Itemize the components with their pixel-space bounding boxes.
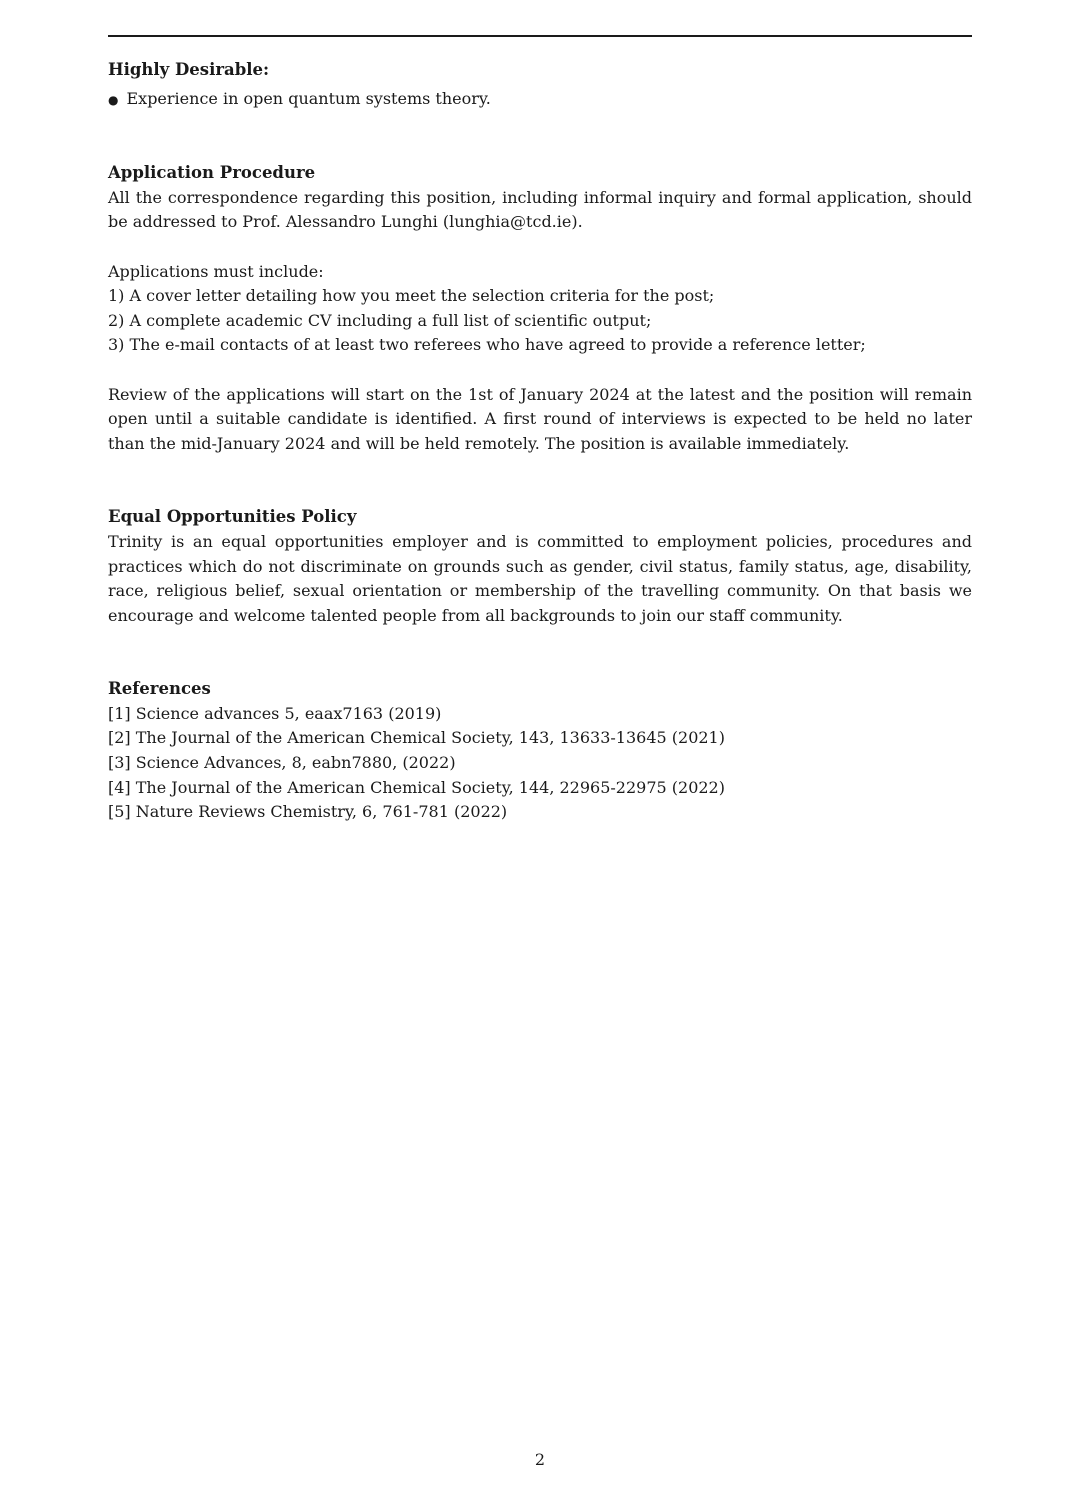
page-content	[108, 58, 972, 825]
reference-item: [3] Science Advances, 8, eabn7880, (2022)	[108, 753, 456, 773]
application-intro: All the correspondence regarding this position, including informal inquiry and formal application, should be addressed to Prof. Alessandro Lunghi (lunghia@tcd.ie).	[108, 187, 972, 232]
review-paragraph: Review of the applications will start on the 1st of January 2024 at the latest and the position will remain open until a suitable candidate is identified. A first round of interviews is expected to be held no later than the mid-January 2024 and will be held remotely. The position is available immediately.	[108, 384, 972, 453]
bullet-item	[108, 87, 972, 113]
document-page	[108, 0, 972, 1504]
must-include-label: Applications must include:	[108, 261, 324, 281]
requirement-item: 1) A cover letter detailing how you meet the selection criteria for the post;	[108, 286, 715, 306]
highly-desirable-heading: Highly Desirable:	[108, 60, 270, 79]
top-rule	[108, 35, 972, 37]
reference-item: [2] The Journal of the American Chemical Society, 143, 13633-13645 (2021)	[108, 728, 725, 748]
requirement-item: 3) The e-mail contacts of at least two referees who have agreed to provide a reference letter;	[108, 335, 866, 355]
page-number: 2	[534, 1450, 546, 1469]
equal-opportunities-text: Trinity is an equal opportunities employer and is committed to employment policies, procedures and practices which do not discriminate on grounds such as gender, civil status, family status, age, disability, race, religious belief, sexual orientation or membership of the travelling community. On that basis we encourage and welcome talented people from all backgrounds to join our staff community.	[108, 531, 972, 625]
reference-item: [1] Science advances 5, eaax7163 (2019)	[108, 703, 442, 723]
references-heading: References	[108, 679, 211, 699]
application-procedure-heading: Application Procedure	[108, 163, 316, 183]
reference-item: [4] The Journal of the American Chemical Society, 144, 22965-22975 (2022)	[108, 777, 725, 797]
bullet-text: Experience in open quantum systems theory.	[126, 88, 491, 108]
reference-item: [5] Nature Reviews Chemistry, 6, 761-781 (2022)	[108, 802, 508, 822]
requirement-item: 2) A complete academic CV including a full list of scientific output;	[108, 310, 652, 330]
bullet-icon: ●	[108, 92, 119, 107]
equal-opportunities-heading: Equal Opportunities Policy	[108, 507, 357, 527]
